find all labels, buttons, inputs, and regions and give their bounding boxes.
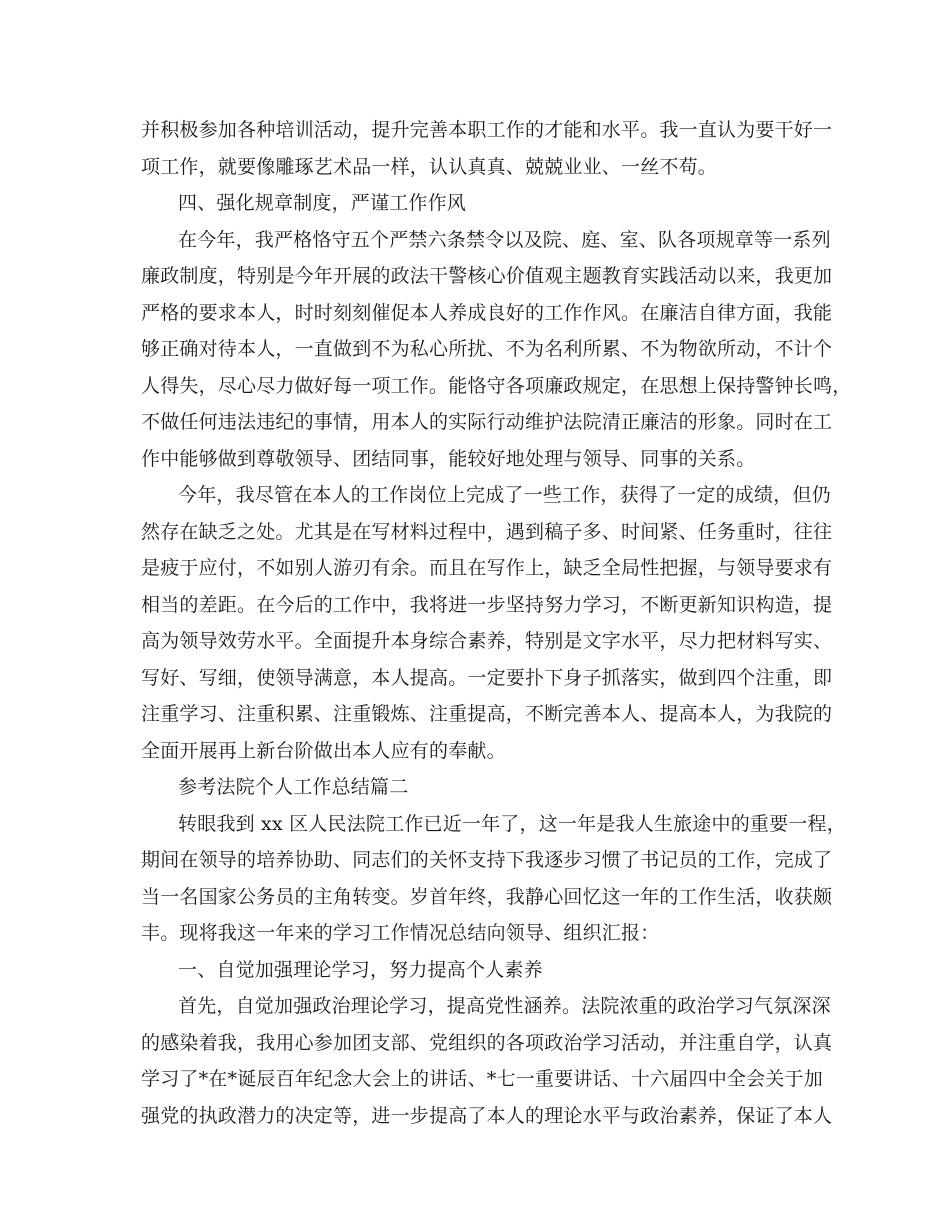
- text-line: 并积极参加各种培训活动，提升完善本职工作的才能和水平。我一直认为要干好一: [141, 119, 833, 141]
- text-line: 学习了*在*诞辰百年纪念大会上的讲话、*七一重要讲话、十六届四中全会关于加: [141, 1068, 823, 1090]
- text-line: 相当的差距。在今后的工作中，我将进一步坚持努力学习，不断更新知识构造，提: [141, 593, 833, 616]
- text-line: 是疲于应付，不如别人游刃有余。而且在写作上，缺乏全局性把握，与领导要求有: [141, 557, 833, 579]
- text-line: 然存在缺乏之处。尤其是在写材料过程中，遇到稿子多、时间紧、任务重时，往往: [141, 520, 833, 543]
- document-body: [141, 112, 852, 1134]
- text-line: 人得失，尽心尽力做好每一项工作。能恪守各项廉政规定，在思想上保持警钟长鸣，: [141, 374, 852, 397]
- text-line: 写好、写细，使领导满意，本人提高。一定要扑下身子抓落实，做到四个注重，即: [141, 666, 833, 689]
- section-heading: 四、强化规章制度，严谨工作作风: [178, 192, 467, 214]
- text-line: 严格的要求本人，时时刻刻催促本人养成良好的工作作风。在廉洁自律方面，我能: [141, 301, 833, 324]
- text-line: 项工作，就要像雕琢艺术品一样，认认真真、兢兢业业、一丝不苟。: [141, 155, 718, 178]
- text-line: 强党的执政潜力的决定等，进一步提高了本人的理论水平与政治素养，保证了本人: [141, 1104, 833, 1127]
- text-line: 廉政制度，特别是今年开展的政法干警核心价值观主题教育实践活动以来，我更加: [141, 265, 833, 287]
- text-line: 全面开展再上新台阶做出本人应有的奉献。: [141, 739, 506, 762]
- text-line: 期间在领导的培养协助、同志们的关怀支持下我逐步习惯了书记员的工作，完成了: [141, 849, 833, 871]
- section-heading: 一、自觉加强理论学习，努力提高个人素养: [178, 958, 543, 981]
- text-line: 在今年，我严格恪守五个严禁六条禁令以及院、庭、室、队各项规章等一系列: [178, 228, 831, 251]
- text-line: 够正确对待本人，一直做到不为私心所扰、不为名利所累、不为物欲所动，不计个: [141, 338, 833, 360]
- text-line: 丰。现将我这一年来的学习工作情况总结向领导、组织汇报：: [141, 922, 660, 944]
- text-line: 今年，我尽管在本人的工作岗位上完成了一些工作，获得了一定的成绩，但仍: [178, 484, 831, 506]
- text-line: 注重学习、注重积累、注重锻炼、注重提高，不断完善本人、提高本人，为我院的: [141, 703, 833, 725]
- text-line: 首先，自觉加强政治理论学习，提高党性涵养。法院浓重的政治学习气氛深深: [178, 995, 831, 1017]
- text-line: 当一名国家公务员的主角转变。岁首年终，我静心回忆这一年的工作生活，收获颇: [141, 885, 833, 908]
- text-line: 作中能够做到尊敬领导、团结同事，能较好地处理与领导、同事的关系。: [141, 447, 756, 470]
- text-line: 不做任何违法违纪的事情，用本人的实际行动维护法院清正廉洁的形象。同时在工: [141, 411, 833, 433]
- text-line: 高为领导效劳水平。全面提升本身综合素养，特别是文字水平，尽力把材料写实、: [141, 630, 833, 652]
- text-line: 转眼我到 xx 区人民法院工作已近一年了，这一年是我人生旅途中的重要一程，: [178, 812, 846, 835]
- section-heading: 参考法院个人工作总结篇二: [178, 776, 409, 798]
- text-line: 的感染着我，我用心参加团支部、党组织的各项政治学习活动，并注重自学，认真: [141, 1031, 833, 1054]
